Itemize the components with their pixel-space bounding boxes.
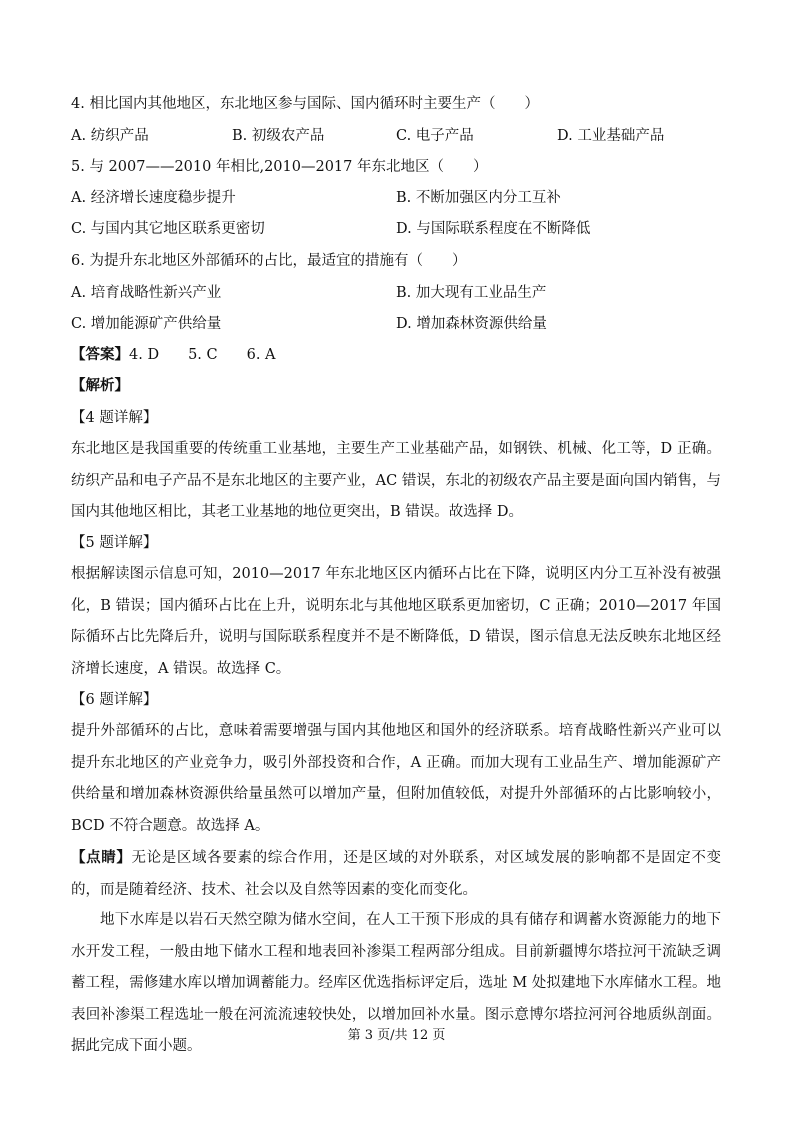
question-4-option-d: D. 工业基础产品 bbox=[557, 128, 665, 144]
answer-line bbox=[71, 345, 276, 365]
question-5-stem: 5. 与 2007——2010 年相比,2010—2017 年东北地区（ ） bbox=[71, 159, 488, 175]
answer-text: 4. D 5. C 6. A bbox=[129, 347, 276, 363]
question-5-option-b: B. 不断加强区内分工互补 bbox=[396, 190, 561, 206]
detail-5-text: 根据解读图示信息可知，2010—2017 年东北地区区内循环占比在下降，说明区内分工互补没有被强化，B 错误；国内循环占比在上升，说明东北与其他地区联系更加密切，C 正确；2010—2017 年国际循环占比先降后升，说明与国际联系程度并不是不断降低，D 错误，图示信息无法反映东北地区经济增长速度，A 错误。故选择 C。 bbox=[71, 566, 721, 677]
detail-4-title: 【4 题详解】 bbox=[71, 410, 158, 426]
question-6-option-d: D. 增加森林资源供给量 bbox=[396, 316, 547, 332]
question-4-option-b: B. 初级农产品 bbox=[232, 128, 325, 144]
question-6-option-a: A. 培育战略性新兴产业 bbox=[71, 285, 222, 301]
question-6-stem: 6. 为提升东北地区外部循环的占比，最适宜的措施有（ ） bbox=[71, 253, 467, 269]
detail-6-text: 提升外部循环的占比，意味着需要增强与国内其他地区和国外的经济联系。培育战略性新兴产业可以提升东北地区的产业竞争力，吸引外部投资和合作，A 正确。而加大现有工业品生产、增加能源矿产供给量和增加森林资源供给量虽然可以增加产量，但附加值较低，对提升外部循环的占比影响较小，BCD 不符合题意。故选择 A。 bbox=[71, 723, 721, 834]
answer-label: 【答案】 bbox=[71, 346, 129, 363]
question-5-option-a: A. 经济增长速度稳步提升 bbox=[71, 190, 236, 206]
comment-paragraph bbox=[71, 842, 721, 906]
question-5-option-d: D. 与国际联系程度在不断降低 bbox=[396, 221, 591, 237]
page-footer: 第 3 页/共 12 页 bbox=[347, 1028, 446, 1043]
detail-6-title: 【6 题详解】 bbox=[71, 692, 158, 708]
question-4-option-a: A. 纺织产品 bbox=[71, 128, 149, 144]
detail-5-title: 【5 题详解】 bbox=[71, 535, 158, 551]
detail-4-text: 东北地区是我国重要的传统重工业基地，主要生产工业基础产品，如钢铁、机械、化工等，D 正确。纺织产品和电子产品不是东北地区的主要产业，AC 错误，东北的初级农产品主要是面向国内销售，与国内其他地区相比，其老工业基地的地位更突出，B 错误。故选择 D。 bbox=[71, 441, 721, 520]
question-4-stem: 4. 相比国内其他地区，东北地区参与国际、国内循环时主要生产（ ） bbox=[71, 96, 539, 112]
comment-label: 【点睛】 bbox=[71, 849, 132, 866]
analysis-label: 【解析】 bbox=[71, 377, 129, 394]
intro-paragraph: 地下水库是以岩石天然空隙为储水空间，在人工干预下形成的具有储存和调蓄水资源能力的地下水开发工程，一般由地下储水工程和地表回补渗渠工程两部分组成。目前新疆博尔塔拉河干流缺乏调蓄工程，需修建水库以增加调蓄能力。经库区优选指标评定后，选址 M 处拟建地下水库储水工程。地表回补渗渠工程选址一般在河流流速较快处，以增加回补水量。图示意博尔塔拉河河谷地质纵剖面。据此完成下面小题。 bbox=[71, 912, 721, 1054]
comment-text: 无论是区域各要素的综合作用，还是区域的对外联系，对区域发展的影响都不是固定不变的，而是随着经济、技术、社会以及自然等因素的变化而变化。 bbox=[71, 850, 722, 898]
question-4-option-c: C. 电子产品 bbox=[396, 128, 474, 144]
question-5-option-c: C. 与国内其它地区联系更密切 bbox=[71, 221, 265, 237]
question-6-option-c: C. 增加能源矿产供给量 bbox=[71, 316, 222, 332]
question-6-option-b: B. 加大现有工业品生产 bbox=[396, 285, 547, 301]
